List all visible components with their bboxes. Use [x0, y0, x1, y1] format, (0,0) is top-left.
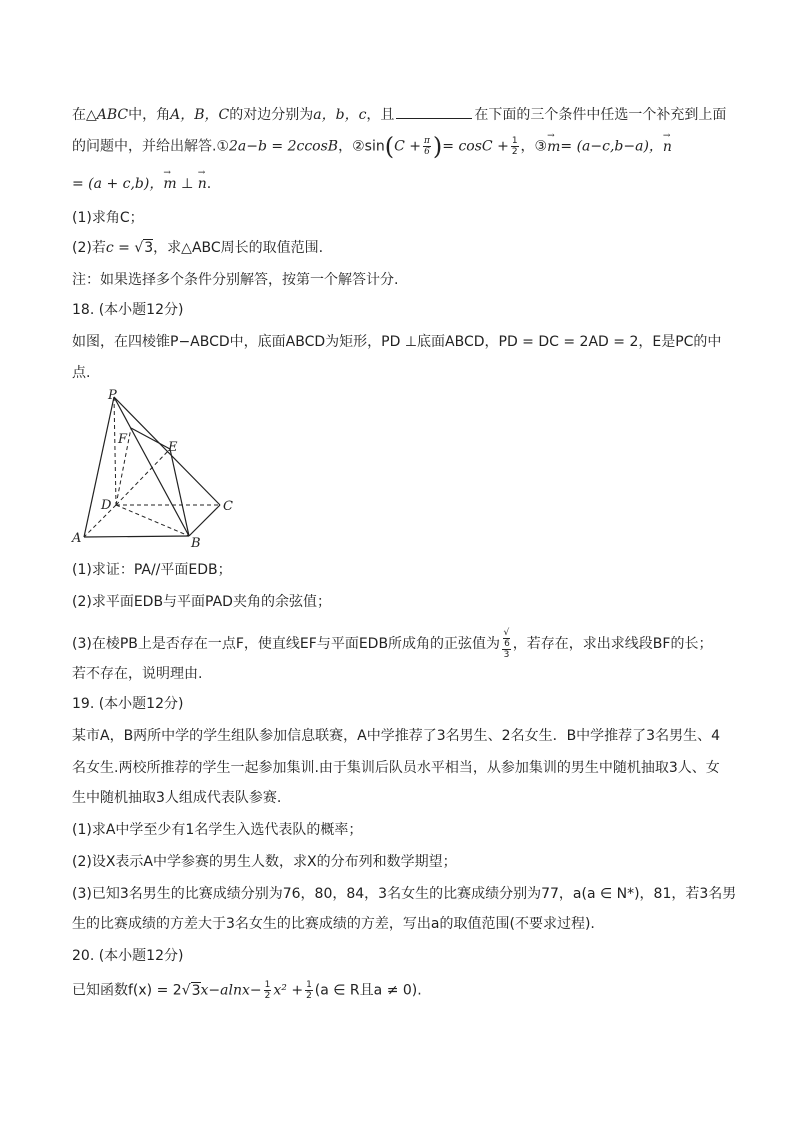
text: 的问题中，并给出解答.① — [72, 138, 230, 155]
math: C + — [394, 138, 421, 155]
edge-DE — [116, 449, 170, 505]
math: = (a + c,b)， — [72, 176, 164, 192]
label-B: B — [191, 536, 201, 551]
fraction-pi-6 — [423, 136, 431, 157]
text: (2)若 — [72, 240, 106, 256]
label-A: A — [72, 531, 82, 546]
edge-PC — [114, 397, 220, 505]
fraction-1-2 — [264, 980, 272, 1001]
math: c = — [105, 240, 135, 256]
left-paren: ( — [384, 132, 395, 161]
text: 在 — [72, 107, 86, 123]
numerator: 6 — [504, 639, 510, 649]
fraction-1-2 — [305, 980, 313, 1001]
vector-n: → n — [663, 137, 672, 157]
vector-m: → m — [163, 174, 176, 194]
q18-sub-3-cont: 若不存在，说明理由. — [72, 666, 203, 682]
q17-sub-2: (2)若c = √3，求△ABC周长的取值范围. — [72, 240, 324, 256]
math: a，b，c — [313, 107, 367, 123]
edge-BC — [189, 505, 220, 536]
q18-sub-1: (1)求证：PA//平面EDB； — [72, 562, 232, 578]
denominator: 2 — [306, 991, 312, 1001]
label-D: D — [101, 498, 112, 513]
fraction-1-2 — [511, 136, 519, 157]
edge-EB — [170, 449, 189, 536]
q17-line-3 — [72, 174, 211, 194]
text: . — [206, 176, 212, 192]
edge-PD — [114, 397, 116, 505]
denominator: 2 — [511, 147, 518, 157]
fill-in-blank — [396, 104, 472, 119]
text: ，且 — [366, 107, 395, 123]
q17-line-1 — [72, 104, 726, 125]
math: = cosC + — [442, 138, 509, 155]
vector-n: → n — [198, 174, 207, 194]
q20-header: 20. (本小题12分) — [72, 948, 184, 964]
text: (a ∈ R且a ≠ 0). — [314, 982, 422, 999]
sqrt-3: 3 — [144, 240, 154, 256]
denominator: 2 — [264, 991, 271, 1001]
q19-header: 19. (本小题12分) — [72, 696, 184, 712]
sqrt-3: 3 — [191, 982, 201, 999]
text: ，求△ABC周长的取值范围. — [153, 240, 324, 256]
fraction-sqrt6-3: √ 6 3 — [503, 628, 510, 660]
label-C: C — [223, 499, 233, 514]
q18-stem-2: 点. — [72, 365, 91, 381]
q18-stem-1: 如图，在四棱锥P−ABCD中，底面ABCD为矩形，PD ⊥底面ABCD，PD = DC = 2AD = 2，E是PC的中 — [72, 334, 722, 350]
math: △ABC — [86, 107, 129, 123]
numerator: 1 — [264, 980, 271, 990]
edge-DB — [116, 505, 189, 536]
math: A，B，C — [170, 107, 230, 123]
q19-sub-3-cont: 生的比赛成绩的方差大于3名女生的比赛成绩的方差，写出a的取值范围(不要求过程). — [72, 916, 595, 932]
q19-stem-3: 生中随机抽取3人组成代表队参赛. — [72, 790, 282, 806]
denominator: 6 — [424, 147, 430, 157]
text: 中，角 — [128, 107, 171, 123]
pyramid-figure — [70, 385, 240, 555]
numerator: 1 — [511, 136, 518, 146]
q17-sub-1: (1)求角C； — [72, 210, 144, 226]
q19-sub-2: (2)设X表示A中学参赛的男生人数，求X的分布列和数学期望； — [72, 854, 457, 870]
text: 在下面的三个条件中任选一个补充到上面 — [474, 107, 727, 123]
text: ，③ — [520, 138, 548, 155]
numerator: 1 — [306, 980, 312, 990]
text: ，若存在，求出求线段BF的长； — [512, 636, 713, 652]
vector-m: → m — [547, 137, 560, 157]
edge-PB — [114, 397, 189, 536]
q18-sub-3 — [72, 628, 712, 660]
denominator: 3 — [503, 650, 510, 660]
text: (3)在棱PB上是否存在一点F，使直线EF与平面EDB所成角的正弦值为 — [72, 636, 501, 652]
label-F: F — [118, 432, 128, 447]
q19-stem-2: 名女生.两校所推荐的学生一起参加集训.由于集训后队员水平相当，从参加集训的男生中随机抽取3人、女 — [72, 760, 720, 776]
q19-sub-3: (3)已知3名男生的比赛成绩分别为76，80，84，3名女生的比赛成绩分别为77，a(a ∈ N*)，81，若3名男 — [72, 886, 737, 902]
edge-PA — [84, 397, 114, 537]
label-P: P — [108, 388, 117, 403]
right-paren: ) — [432, 132, 443, 161]
math: x² + — [273, 982, 304, 999]
q18-header: 18. (本小题12分) — [72, 302, 184, 318]
label-E: E — [168, 440, 178, 455]
numerator: π — [423, 136, 430, 146]
math: = (a−c,b−a)， — [560, 138, 663, 155]
text: ，②sin — [338, 138, 385, 155]
q18-sub-2: (2)求平面EDB与平面PAD夹角的余弦值； — [72, 594, 331, 610]
math: x−alnx− — [200, 982, 262, 999]
math: 2a−b = 2ccosB — [229, 138, 339, 155]
q19-sub-1: (1)求A中学至少有1名学生入选代表队的概率； — [72, 822, 363, 838]
q19-stem-1: 某市A，B两所中学的学生组队参加信息联赛，A中学推荐了3名男生、2名女生．B中学推荐了3名男生、4 — [72, 728, 720, 744]
perp-symbol: ⊥ — [176, 176, 198, 192]
text: 已知函数f(x) = 2 — [72, 982, 182, 999]
text: 的对边分别为 — [229, 107, 314, 123]
q20-stem: 已知函数f(x) = 2√3x−alnx− $\frac{1}{2}$ x² + $\frac{1}{2}$ (a ∈ R且a ≠ 0). — [72, 980, 422, 1001]
q17-note: 注：如果选择多个条件分别解答，按第一个解答计分. — [72, 272, 399, 288]
q17-line-2 — [72, 132, 672, 161]
edge-AB — [84, 536, 189, 537]
